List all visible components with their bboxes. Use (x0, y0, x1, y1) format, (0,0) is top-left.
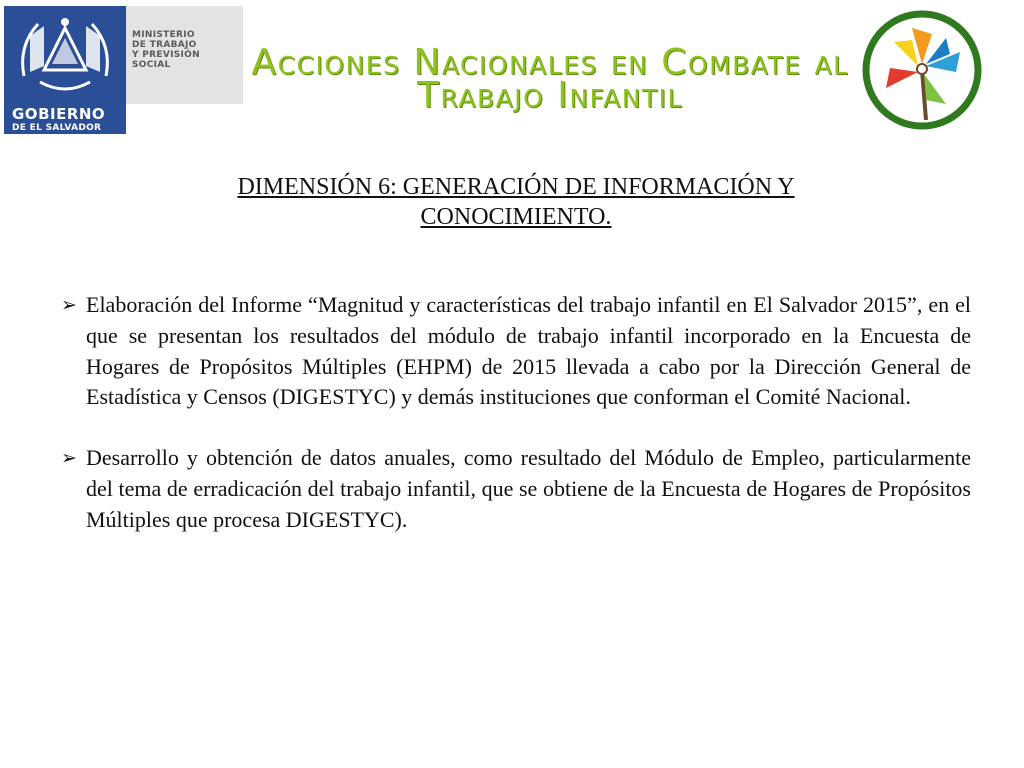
slide-title: Acciones Nacionales en Combate al Trabajo Infantil (251, 42, 849, 116)
government-country: DE EL SALVADOR (12, 123, 102, 133)
arrow-bullet-icon: ➢ (61, 294, 77, 316)
government-name: GOBIERNO (12, 105, 106, 123)
ministry-logo (126, 6, 243, 104)
bullet-text: Desarrollo y obtención de datos anuales, como resultado del Módulo de Empleo, particularmente del tema de erradicación del trabajo infantil, que se obtiene de la Encuesta de Hogares de Propósitos Múltiples que procesa DIGESTYC). (86, 445, 971, 532)
pinwheel-logo (860, 8, 984, 132)
ministry-line-1: MINISTERIO (132, 30, 195, 40)
government-logo (4, 6, 126, 134)
list-item (57, 443, 971, 535)
pinwheel-icon (860, 8, 984, 132)
section-subtitle: DIMENSIÓN 6: GENERACIÓN DE INFORMACIÓN Y CONOCIMIENTO. (237, 174, 795, 230)
arrow-bullet-icon: ➢ (61, 447, 77, 470)
bullet-list (57, 290, 971, 536)
ministry-line-3: Y PREVISIÓN (132, 50, 200, 60)
coat-of-arms-icon (4, 6, 126, 102)
bullet-text: Elaboración del Informe “Magnitud y características del trabajo infantil en El Salvador 2015”, en el que se presentan los resultados del módulo de trabajo infantil incorporado en la Encuesta de Hogares de Propósitos Múltiples (EHPM) de 2015 llevada a cabo por la Dirección General de Estadística y Censos (DIGESTYC) y demás instituciones que conforman el Comité Nacional. (86, 292, 971, 410)
ministry-line-4: SOCIAL (132, 60, 171, 70)
ministry-line-2: DE TRABAJO (132, 40, 197, 50)
list-item (57, 290, 971, 413)
